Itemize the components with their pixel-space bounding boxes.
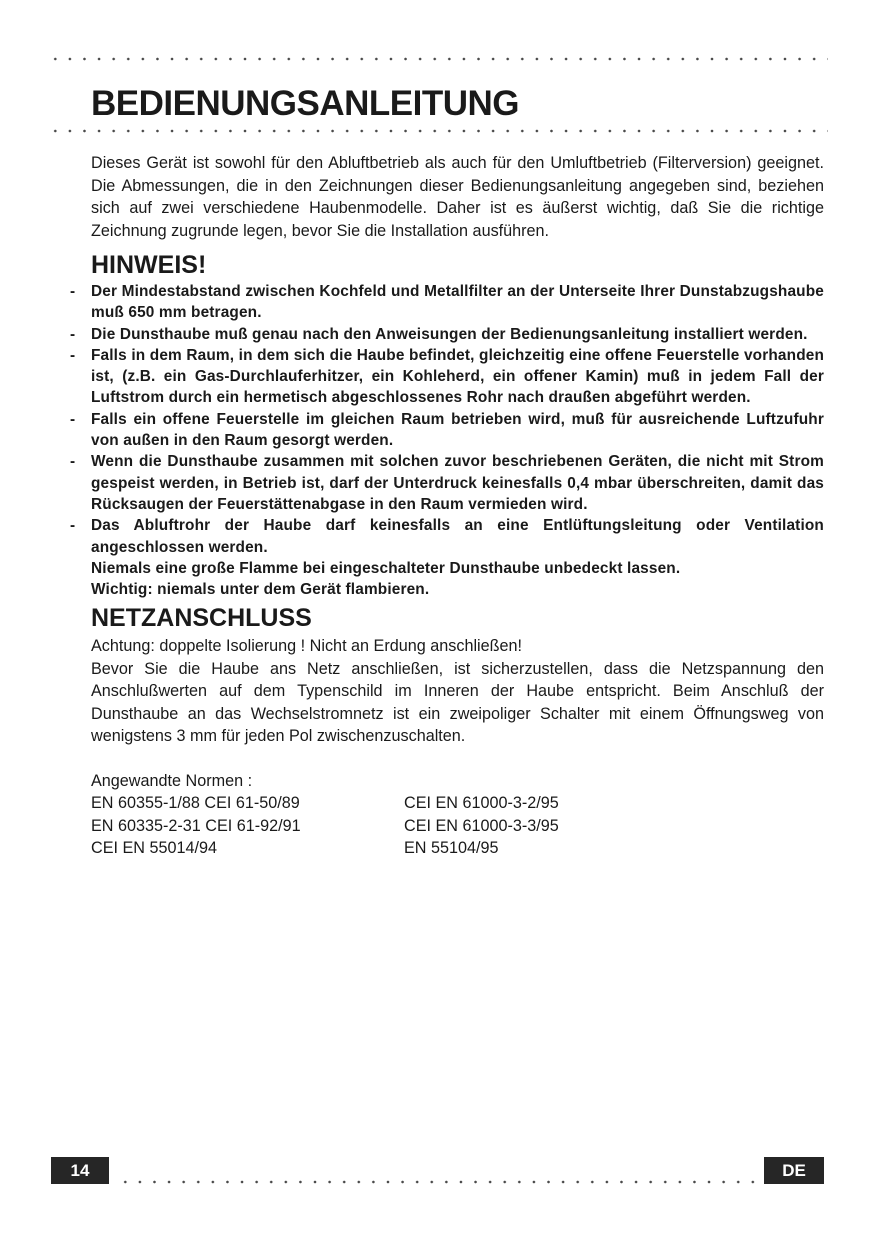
hinweis-item: - Falls ein offene Feuerstelle im gleichen Raum betrieben wird, muß für ausreichende Luftzufuhr von außen in den Raum gesorgt werden.: [91, 409, 824, 452]
norm-entry: EN 60335-2-31 CEI 61-92/91: [91, 816, 301, 835]
norms-table: [91, 792, 824, 860]
top-dotted-rule: [48, 57, 828, 61]
footer-dotted-rule: [118, 1180, 758, 1184]
page-title: BEDIENUNGSANLEITUNG: [91, 84, 520, 123]
norms-title: Angewandte Normen :: [91, 771, 253, 790]
hinweis-heading: HINWEIS!: [91, 251, 207, 279]
intro-paragraph: Dieses Gerät ist sowohl für den Abluftbetrieb als auch für den Umluftbetrieb (Filterversion) geeignet. Die Abmessungen, die in den Zeichnungen dieser Bedienungsanleitung angegeben sind, beziehen sich auf zwei verschiedene Haubenmodelle. Daher ist es äußerst wichtig, daß Sie die richtige Zeichnung zugrunde legen, bevor Sie die Installation ausführen.: [91, 154, 824, 240]
hinweis-item: - Die Dunsthaube muß genau nach den Anweisungen der Bedienungsanleitung installiert werden.: [91, 324, 824, 345]
flambe-warning: Wichtig: niemals unter dem Gerät flambieren.: [91, 581, 430, 599]
norm-entry: CEI EN 55014/94: [91, 839, 217, 858]
hinweis-item: - Der Mindestabstand zwischen Kochfeld und Metallfilter an der Unterseite Ihrer Dunstabzugshaube muß 650 mm betragen.: [91, 281, 824, 324]
norm-entry: CEI EN 61000-3-3/95: [404, 816, 559, 835]
norm-entry: EN 55104/95: [404, 839, 499, 858]
hinweis-item: - Wenn die Dunsthaube zusammen mit solchen zuvor beschriebenen Geräten, die nicht mit Strom gespeist werden, in Betrieb ist, darf der Unterdruck keinesfalls 0,4 mbar überschreiten, damit das Rücksaugen der Feuerstättenabgase in den Raum vermieden wird.: [91, 451, 824, 515]
norm-entry: CEI EN 61000-3-2/95: [404, 794, 559, 813]
netzanschluss-heading: NETZANSCHLUSS: [91, 604, 312, 633]
page-number-badge: 14: [51, 1157, 109, 1184]
isolation-notice: Achtung: doppelte Isolierung ! Nicht an Erdung anschließen!: [91, 637, 523, 656]
language-badge: DE: [764, 1157, 824, 1184]
main-content: [91, 152, 824, 860]
hinweis-item: - Das Abluftrohr der Haube darf keinesfalls an eine Entlüftungsleitung oder Ventilation angeschlossen werden.: [91, 515, 824, 558]
netzanschluss-paragraph: Bevor Sie die Haube ans Netz anschließen, ist sicherzustellen, dass die Netzspannung den Anschlußwerten auf dem Typenschild im Inneren der Haube entspricht. Beim Anschluß der Dunsthaube an das Wechselstromnetz ist ein zweipoliger Schalter mit einem Öffnungsweg von wenigstens 3 mm für jeden Pol zwischenzuschalten.: [91, 659, 824, 746]
title-dotted-rule: [48, 129, 828, 133]
hinweis-item: - Falls in dem Raum, in dem sich die Haube befindet, gleichzeitig eine offene Feuerstelle vorhanden ist, (z.B. ein Gas-Durchlauferhitzer, ein Kohleherd, ein offener Kamin) muß in jedem Fall der Luftstrom durch ein hermetisch abgeschlossenes Rohr nach draußen abgeführt werden.: [91, 345, 824, 409]
flame-warning: Niemals eine große Flamme bei eingeschalteter Dunsthaube unbedeckt lassen.: [91, 559, 681, 577]
norm-entry: EN 60355-1/88 CEI 61-50/89: [91, 794, 300, 813]
hinweis-list: [91, 281, 824, 558]
